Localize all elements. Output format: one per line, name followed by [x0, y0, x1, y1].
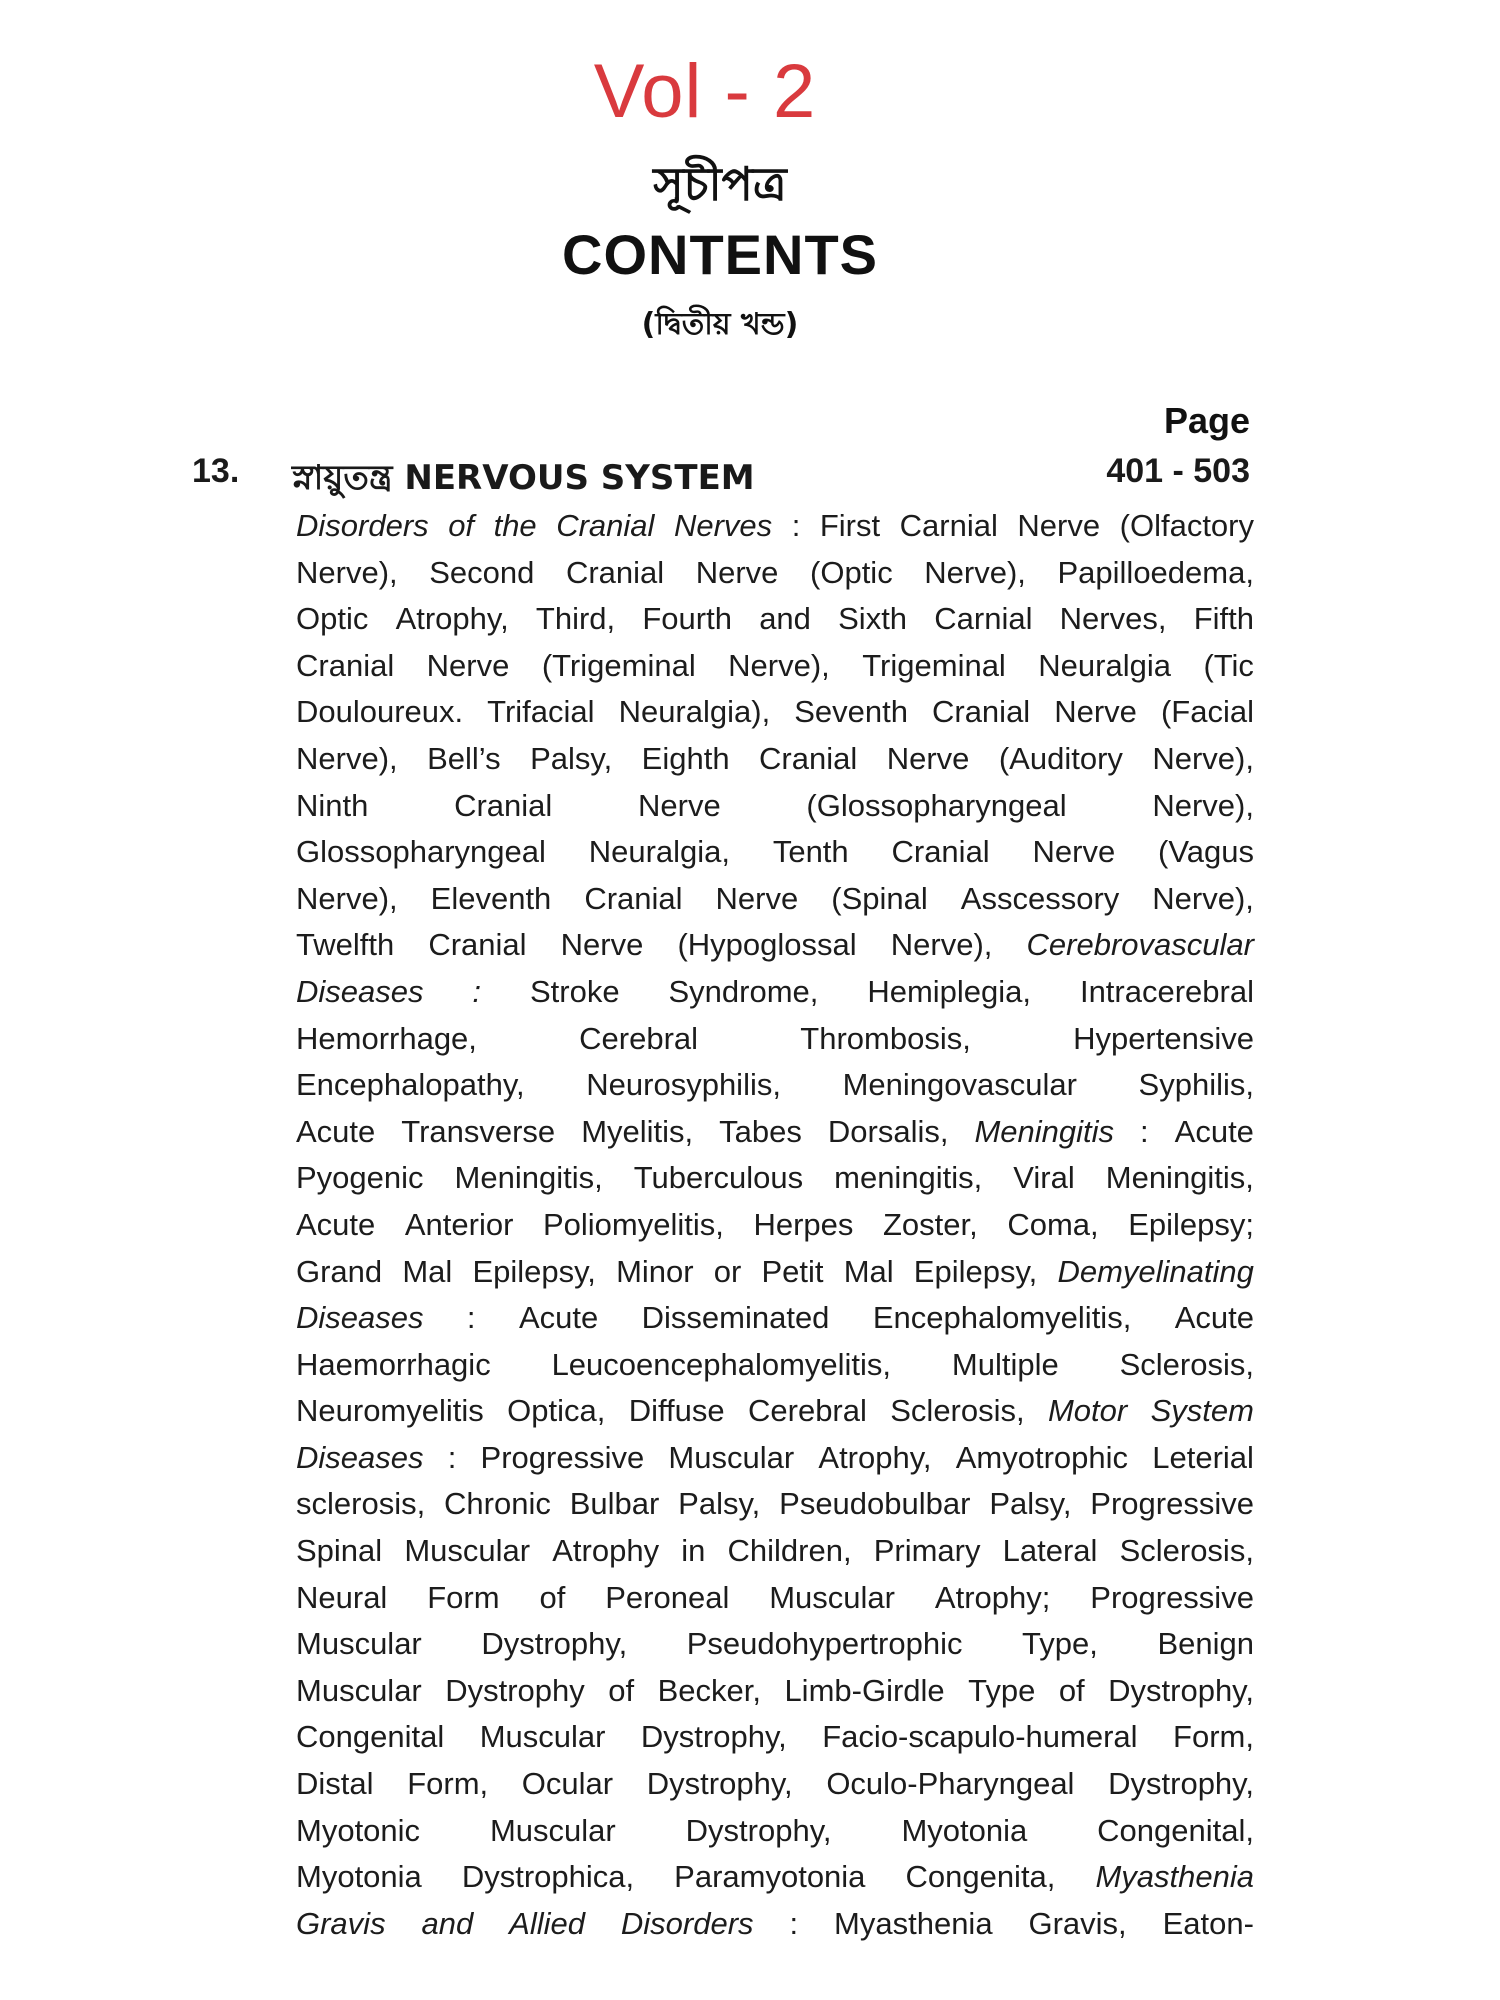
topic-heading-word: Cranial [556, 508, 655, 543]
topic-word: Nerve), [296, 740, 398, 776]
topic-word: Asscessory [960, 880, 1120, 916]
topic-word: Dystrophy, [685, 1812, 832, 1848]
topic-heading-word: Nerves [673, 508, 773, 543]
topic-word: Bulbar [569, 1486, 660, 1522]
topic-heading-word: Diseases [296, 973, 424, 1009]
topic-word: Dorsalis, [827, 1113, 949, 1149]
topic-word: Progressive [1090, 1579, 1254, 1615]
topic-word: Acute [518, 1300, 599, 1336]
topic-word: Hypertensive [1073, 1020, 1254, 1056]
topic-word: Myelitis, [581, 1113, 694, 1149]
topic-word: Intracerebral [1079, 973, 1254, 1009]
topic-word: Myotonic [296, 1812, 421, 1848]
topic-word: Acute [296, 1206, 376, 1242]
topic-heading-word: and [421, 1905, 474, 1941]
topic-word: Sixth [838, 601, 908, 637]
topic-word: Myotonia [901, 1812, 1028, 1848]
topic-word: Dystrophy, [481, 1626, 628, 1662]
topic-word: Neuromyelitis [296, 1393, 484, 1429]
topic-word: Progressive [1090, 1486, 1254, 1522]
topic-word: Meningovascular [842, 1067, 1077, 1103]
topic-word: Muscular [489, 1812, 616, 1848]
topic-line [296, 741, 1254, 788]
topic-word: Spinal [296, 1533, 383, 1569]
topic-word: (Glossopharyngeal [806, 787, 1067, 823]
topic-word: Cranial [454, 787, 553, 823]
topic-word: First [819, 508, 881, 543]
topic-word: Tabes [719, 1113, 802, 1149]
topic-word: in [681, 1533, 706, 1569]
topic-heading-word: Meningitis [974, 1113, 1115, 1149]
topic-heading-word: Demyelinating [1057, 1253, 1254, 1289]
topic-word: Palsy, [530, 740, 613, 776]
chapter-topics [296, 508, 1254, 1952]
topic-word: Thrombosis, [800, 1020, 971, 1056]
topic-word: Leterial [1152, 1439, 1254, 1475]
topic-word: Pseudohypertrophic [686, 1626, 963, 1662]
topic-word: Leucoencephalomyelitis, [551, 1346, 892, 1382]
topic-word: Optic [296, 601, 369, 637]
topic-word: of [608, 1672, 635, 1708]
topic-line [296, 694, 1254, 741]
topic-word: Papilloedema, [1057, 554, 1254, 590]
topic-line [296, 1300, 1254, 1347]
topic-word: Sclerosis, [1119, 1346, 1254, 1382]
topic-word: Nerve), [1152, 740, 1254, 776]
topic-line [296, 1580, 1254, 1627]
bengali-subtitle: (দ্বিতীয় খন্ড) [641, 307, 799, 342]
topic-line [296, 1533, 1254, 1580]
topic-word: Distal [296, 1766, 374, 1802]
topic-word: Nerve [560, 927, 644, 963]
topic-word: Carnial [934, 601, 1033, 637]
topic-line [296, 1254, 1254, 1301]
topic-word: Mal [843, 1253, 894, 1289]
topic-word: Paramyotonia [674, 1859, 866, 1895]
topic-line [296, 1393, 1254, 1440]
topic-word: (Hypoglossal [677, 927, 857, 963]
topic-heading-word: Cerebrovascular [1026, 927, 1254, 963]
topic-word: : [466, 1300, 476, 1336]
topic-word: Cranial [584, 880, 683, 916]
topic-word: Dystrophy, [1108, 1766, 1254, 1802]
topic-word: of [539, 1579, 566, 1615]
topic-word: Cerebral [579, 1020, 699, 1056]
topic-word: Viral [1013, 1160, 1075, 1196]
topic-word: Acute [1174, 1113, 1254, 1149]
topic-word: Coma, [1007, 1206, 1099, 1242]
topic-word: Eaton- [1162, 1905, 1254, 1941]
topic-line [296, 1626, 1254, 1673]
topic-word: : [447, 1439, 457, 1475]
topic-word: Pseudobulbar [779, 1486, 971, 1522]
topic-word: Progressive [480, 1439, 645, 1475]
topic-word: Cranial [565, 554, 665, 590]
topic-line [296, 1813, 1254, 1860]
topic-heading-word: Motor [1047, 1393, 1128, 1429]
topic-word: Hemiplegia, [867, 973, 1032, 1009]
topic-word: Chronic [444, 1486, 551, 1522]
topic-line [296, 1347, 1254, 1394]
topic-word: Meningitis, [1105, 1160, 1254, 1196]
topic-word: Nerve), [1152, 880, 1254, 916]
topic-word: Neuralgia), [618, 694, 771, 730]
topic-line [296, 1906, 1254, 1953]
topic-word: Neural [296, 1579, 388, 1615]
topic-word: Syphilis, [1138, 1067, 1254, 1103]
topic-word: Congenital [296, 1719, 445, 1755]
topic-line [296, 881, 1254, 928]
topic-word: Diffuse [628, 1393, 725, 1429]
page-column-label: Page [1163, 400, 1250, 441]
topic-word: Nerve [1017, 508, 1101, 543]
topic-word: Nerves, [1059, 601, 1167, 637]
topic-line [296, 508, 1254, 555]
topic-word: Pyogenic [296, 1160, 424, 1196]
topic-word: Epilepsy, [913, 1253, 1038, 1289]
topic-line [296, 927, 1254, 974]
topic-heading-word: Diseases [296, 1300, 424, 1336]
topic-word: Fourth [642, 601, 732, 637]
topic-line [296, 788, 1254, 835]
topic-word: Cranial [931, 694, 1031, 730]
topic-word: Muscular [296, 1672, 422, 1708]
topic-word: Mal [402, 1253, 453, 1289]
topic-word: Nerve), [728, 647, 830, 683]
topic-heading-word: Allied [509, 1905, 585, 1941]
topic-word: Bell’s [427, 740, 501, 776]
topic-word: Nerve), [296, 554, 398, 590]
topic-heading-word: Disorders [296, 508, 429, 543]
topic-word: Disseminated [641, 1300, 830, 1336]
topic-word: or [713, 1253, 742, 1289]
topic-word: Epilepsy; [1128, 1206, 1254, 1242]
topic-word: Herpes [753, 1206, 854, 1242]
topic-heading-word: Gravis [296, 1905, 386, 1941]
topic-heading-word: the [493, 508, 537, 543]
topic-word: and [759, 601, 811, 637]
topic-word: Nerve [886, 740, 970, 776]
topic-word: Form, [1173, 1719, 1254, 1755]
topic-word: Nerve), [1152, 787, 1254, 823]
topic-word: Facio-scapulo-humeral [822, 1719, 1138, 1755]
topic-word: (Spinal [831, 880, 928, 916]
topic-line [296, 1486, 1254, 1533]
topic-word: Lateral [1002, 1533, 1098, 1569]
topic-word: Cerebral [748, 1393, 867, 1429]
topic-heading-word: Diseases [296, 1439, 424, 1475]
topic-word: Anterior [404, 1206, 514, 1242]
topic-word: Palsy, [989, 1486, 1072, 1522]
topic-word: : [791, 508, 801, 543]
chapter-title: স্নায়ুতন্ত্র NERVOUS SYSTEM [292, 458, 755, 498]
topic-word: Nerve [1032, 834, 1116, 870]
topic-word: Primary [873, 1533, 981, 1569]
topic-word: Nerve [426, 647, 510, 683]
topic-word: Cranial [759, 740, 858, 776]
topic-word: (Vagus [1158, 834, 1254, 870]
topic-line [296, 1440, 1254, 1487]
page-title: CONTENTS [562, 223, 878, 286]
topic-word: (Olfactory [1119, 508, 1254, 543]
topic-word: Nerve [1054, 694, 1137, 730]
topic-line [296, 1859, 1254, 1906]
topic-word: Ocular [521, 1766, 614, 1802]
topic-word: Douloureux. [296, 694, 464, 730]
volume-heading: Vol - 2 [593, 49, 817, 134]
topic-word: Limb-Girdle [784, 1672, 945, 1708]
topic-word: Congenital, [1097, 1812, 1254, 1848]
topic-word: : [1140, 1113, 1149, 1149]
topic-word: Oculo-Pharyngeal [826, 1766, 1075, 1802]
chapter-number: 13. [192, 452, 240, 490]
topic-line [296, 834, 1254, 881]
topic-word: Neurosyphilis, [586, 1067, 781, 1103]
topic-word: Cranial [428, 927, 527, 963]
topic-word: Becker, [657, 1672, 761, 1708]
topic-word: Optica, [507, 1393, 606, 1429]
chapter-page-range: 401 - 503 [1106, 452, 1250, 490]
topic-word: meningitis, [834, 1160, 983, 1196]
topic-word: Dystrophy, [646, 1766, 793, 1802]
topic-word: Nerve [638, 787, 721, 823]
topic-word: Carnial [899, 508, 998, 543]
topic-word: Trifacial [487, 694, 595, 730]
topic-word: Glossopharyngeal [296, 834, 546, 870]
topic-word: Peroneal [605, 1579, 730, 1615]
topic-word: (Trigeminal [541, 647, 696, 683]
topic-line [296, 1067, 1254, 1114]
topic-word: Neuralgia [1038, 647, 1171, 683]
topic-word: Eleventh [430, 880, 552, 916]
topic-word: Muscular [668, 1439, 795, 1475]
topic-word: Atrophy [552, 1533, 660, 1569]
topic-word: Dystrophy, [640, 1719, 787, 1755]
topic-word: Neuralgia, [588, 834, 731, 870]
topic-word: Zoster, [882, 1206, 978, 1242]
topic-word: Muscular [296, 1626, 422, 1662]
topic-word: Minor [616, 1253, 694, 1289]
bengali-title: সূচীপত্র [653, 157, 787, 211]
topic-word: Benign [1157, 1626, 1254, 1662]
topic-word: Acute [1174, 1300, 1254, 1336]
topic-word: Nerve [695, 554, 779, 590]
topic-word: Fifth [1193, 601, 1254, 637]
topic-word: (Auditory [998, 740, 1123, 776]
topic-word: Syndrome, [668, 973, 819, 1009]
topic-word: Hemorrhage, [296, 1020, 477, 1056]
topic-word: sclerosis, [296, 1486, 426, 1522]
topic-heading-word: Myasthenia [1095, 1859, 1254, 1895]
topic-line [296, 1719, 1254, 1766]
topic-word: Atrophy, [818, 1439, 932, 1475]
topic-word: Form [427, 1579, 500, 1615]
topic-word: Dystrophy, [1108, 1672, 1254, 1708]
topic-word: Third, [535, 601, 616, 637]
topic-word: Cranial [891, 834, 990, 870]
topic-word: Nerve), [890, 927, 993, 963]
topic-line [296, 601, 1254, 648]
topic-word: Poliomyelitis, [542, 1206, 724, 1242]
topic-word: Eighth [641, 740, 730, 776]
topic-word: Grand [296, 1253, 383, 1289]
topic-word: Petit [761, 1253, 824, 1289]
topic-word: (Optic [810, 554, 893, 590]
topic-word: Ninth [296, 787, 369, 823]
topic-line [296, 1766, 1254, 1813]
topic-word: Gravis, [1028, 1905, 1127, 1941]
topic-line [296, 1114, 1254, 1161]
topic-line [296, 974, 1254, 1021]
topic-word: Tuberculous [633, 1160, 804, 1196]
topic-heading-word: : [472, 973, 482, 1009]
topic-word: Meningitis, [454, 1160, 603, 1196]
topic-word: (Facial [1160, 694, 1254, 730]
topic-word: Myasthenia [834, 1905, 993, 1941]
topic-word: Muscular [479, 1719, 606, 1755]
topic-heading-word: of [448, 508, 475, 543]
topic-word: Type [968, 1672, 1036, 1708]
topic-line [296, 1207, 1254, 1254]
topic-word: Nerve [715, 880, 799, 916]
topic-word: : [789, 1905, 799, 1941]
chapter-entry [192, 452, 1250, 500]
topic-word: Sclerosis, [890, 1393, 1025, 1429]
topic-word: Sclerosis, [1119, 1533, 1254, 1569]
topic-word: Tenth [772, 834, 849, 870]
topic-word: Type, [1022, 1626, 1098, 1662]
topic-word: Encephalopathy, [296, 1067, 525, 1103]
topic-word: Amyotrophic [955, 1439, 1129, 1475]
topic-line [296, 1021, 1254, 1068]
topic-word: Acute [296, 1113, 376, 1149]
topic-word: Children, [727, 1533, 852, 1569]
topic-word: Nerve), [924, 554, 1026, 590]
topic-heading-word: System [1150, 1393, 1254, 1429]
topic-heading-word: Disorders [620, 1905, 754, 1941]
topic-word: Congenita, [905, 1859, 1056, 1895]
topic-word: Dystrophica, [461, 1859, 635, 1895]
topic-word: (Tic [1203, 647, 1254, 683]
topic-word: Trigeminal [862, 647, 1006, 683]
topic-word: Haemorrhagic [296, 1346, 491, 1382]
topic-word: Encephalomyelitis, [872, 1300, 1132, 1336]
topic-word: Seventh [794, 694, 908, 730]
topic-line [296, 648, 1254, 695]
topic-word: Multiple [951, 1346, 1059, 1382]
topic-word: Dystrophy [445, 1672, 585, 1708]
topic-word: Stroke [529, 973, 620, 1009]
topic-word: Muscular [404, 1533, 531, 1569]
topic-word: Second [429, 554, 535, 590]
topic-word: Atrophy, [395, 601, 509, 637]
topic-word: Muscular [769, 1579, 895, 1615]
topic-word: Atrophy; [934, 1579, 1051, 1615]
topic-word: Palsy, [678, 1486, 761, 1522]
topic-word: Twelfth [296, 927, 395, 963]
topic-word: Transverse [401, 1113, 556, 1149]
topic-line [296, 1673, 1254, 1720]
topic-word: Epilepsy, [472, 1253, 596, 1289]
topic-word: Myotonia [296, 1859, 422, 1895]
topic-line [296, 1160, 1254, 1207]
topic-word: of [1058, 1672, 1085, 1708]
topic-word: Cranial [296, 647, 395, 683]
topic-line [296, 555, 1254, 602]
topic-word: Form, [407, 1766, 489, 1802]
topic-word: Nerve), [296, 880, 398, 916]
